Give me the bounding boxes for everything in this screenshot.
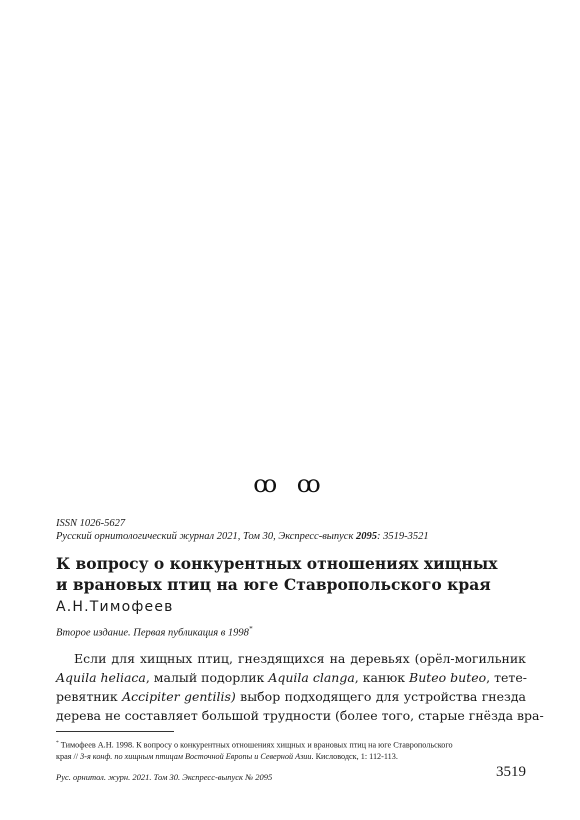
- species-name: Aquila clanga: [268, 670, 355, 685]
- species-name: Aquila heliaca: [56, 670, 146, 685]
- species-name: Accipiter gentilis): [122, 689, 236, 704]
- footnote-mark: *: [248, 625, 253, 633]
- conference-name: 3-я конф. по хищным птицам Восточной Европы и Северной Азии: [80, 751, 312, 761]
- text-run: Тимофеев А.Н. 1998. К вопросу о конкурентных отношениях хищных и врановых птиц на юге Ставропольского: [58, 740, 453, 750]
- title-line-1: К вопросу о конкурентных отношениях хищных: [56, 554, 498, 573]
- text-run: выбор подходящего для устройства гнезда: [235, 689, 527, 704]
- issue-number: 2095: [356, 531, 377, 542]
- edition-note: [56, 625, 252, 639]
- text-run: , канюк: [354, 670, 410, 685]
- body-line: дерева не составляет большой трудности (более того, старые гнёзда вра-: [56, 708, 544, 723]
- article-title: [56, 553, 536, 595]
- body-line: Если для хищных птиц, гнездящихся на деревьях (орёл-могильник: [74, 651, 526, 666]
- text-run: , тете-: [486, 670, 527, 685]
- page-number: 3519: [496, 764, 526, 780]
- species-name: Buteo buteo: [409, 670, 487, 685]
- title-line-2: и врановых птиц на юге Ставропольского края: [56, 575, 491, 594]
- footnote-mark: *: [56, 740, 59, 746]
- text-run: . Кисловодск, 1: 112-113.: [311, 751, 398, 761]
- body-line: [56, 668, 526, 687]
- footnote-divider: [56, 731, 174, 732]
- journal-line: [56, 530, 526, 543]
- footnote: [56, 738, 528, 762]
- ornament-icon: ꝏ ꝏ: [253, 470, 327, 498]
- text-run: ревятник: [56, 689, 123, 704]
- journal-name: Русский орнитологический журнал 2021, Том 30, Экспресс-выпуск: [56, 531, 356, 542]
- edition-text: Второе издание. Первая публикация в 1998: [56, 627, 249, 639]
- author: А.Н.Тимофеев: [56, 599, 174, 615]
- issn: ISSN 1026-5627: [56, 518, 126, 529]
- text-run: края //: [56, 751, 81, 761]
- page-range: : 3519-3521: [377, 531, 429, 542]
- text-run: , малый подорлик: [145, 670, 269, 685]
- body-text: [56, 649, 544, 725]
- running-footer: Рус. орнитол. журн. 2021. Том 30. Экспресс-выпуск № 2095: [56, 772, 273, 782]
- body-line: [56, 687, 526, 706]
